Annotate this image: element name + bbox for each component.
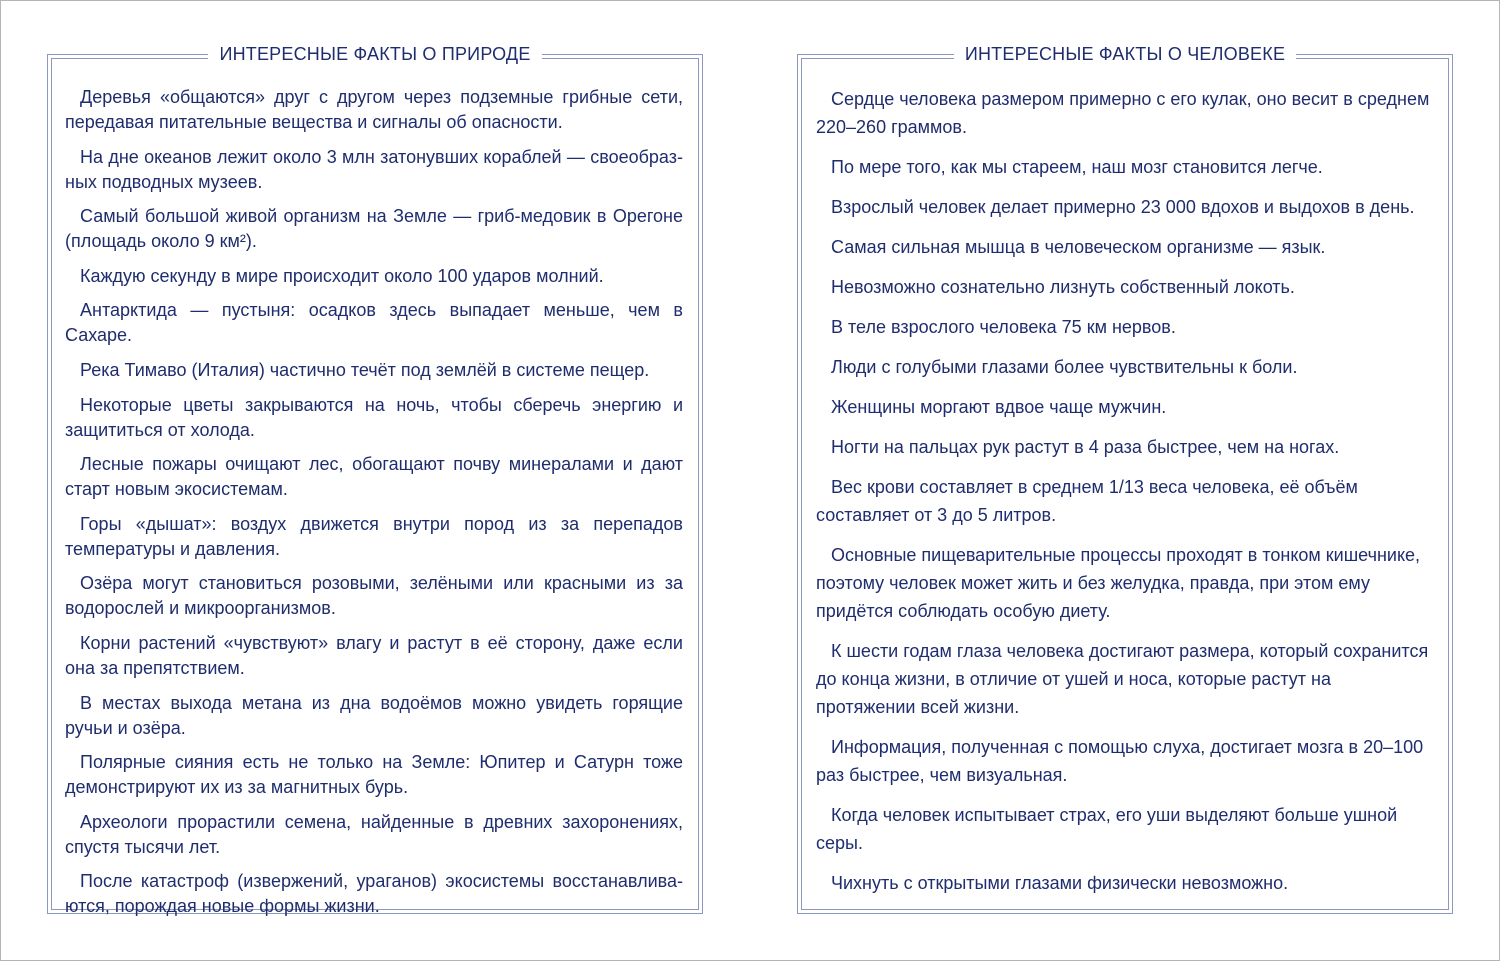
nature-fact: Лесные пожары очищают лес, обогащают почву минералами и дают старт новым экосистемам.	[65, 454, 683, 500]
nature-facts-panel	[47, 44, 703, 917]
human-fact: По мере того, как мы стареем, наш мозг становится легче.	[831, 157, 1323, 177]
nature-fact: Озёра могут становиться розовыми, зелёными или красными из за водорослей и микроорганизмов.	[65, 573, 683, 619]
nature-facts-list	[65, 85, 683, 929]
human-fact: Взрослый человек делает примерно 23 000 вдохов и выдохов в день.	[831, 197, 1415, 217]
human-fact: Самая сильная мышца в человеческом организме — язык.	[831, 237, 1326, 257]
nature-panel-title-wrap	[48, 43, 702, 65]
nature-panel-title: ИНТЕРЕСНЫЕ ФАКТЫ О ПРИРОДЕ	[208, 43, 541, 65]
human-fact: Невозможно сознательно лизнуть собственный локоть.	[831, 277, 1295, 297]
nature-fact: Каждую секунду в мире происходит около 100 ударов молний.	[80, 265, 604, 286]
nature-fact: Деревья «общаются» друг с другом через подземные грибные сети, передавая питательные вещества и сигналы об опасности.	[65, 87, 683, 132]
human-fact: Люди с голубыми глазами более чувствительны к боли.	[831, 357, 1298, 377]
nature-fact: Некоторые цветы закрываются на ночь, чтобы сберечь энергию и защититься от холода.	[65, 394, 683, 440]
human-fact: Сердце человека размером примерно с его кулак, оно весит в среднем 220–260 граммов.	[816, 89, 1430, 137]
human-panel-title-wrap	[798, 43, 1452, 65]
human-facts-panel	[797, 44, 1453, 914]
human-fact: К шести годам глаза человека достигают размера, который сохранится до конца жизни, в отличие от ушей и носа, которые растут на протяжении всей жизни.	[816, 641, 1429, 717]
nature-fact: Полярные сияния есть не только на Земле: Юпитер и Сатурн тоже демонстрируют их из за магнитных бурь.	[65, 752, 683, 798]
nature-fact: На дне океанов лежит около 3 млн затонувших кораблей — своеобразных подводных музеев.	[65, 146, 683, 192]
nature-fact: Горы «дышат»: воздух движется внутри пород из за перепадов температуры и давления.	[65, 513, 683, 559]
human-fact: Информация, полученная с помощью слуха, достигает мозга в 20–100 раз быстрее, чем визуальная.	[816, 737, 1424, 785]
nature-fact: Антарктида — пустыня: осадков здесь выпадает меньше, чем в Сахаре.	[65, 300, 683, 346]
human-fact: Женщины моргают вдвое чаще мужчин.	[831, 397, 1167, 417]
nature-fact: Корни растений «чувствуют» влагу и растут в её сторону, даже если она за препятствием.	[65, 632, 683, 678]
human-fact: Основные пищеварительные процессы проходят в тонком кишечнике, поэтому человек может жить и без желудка, правда, при этом ему придётся соблюдать особую диету.	[816, 545, 1421, 621]
human-fact: В теле взрослого человека 75 км нервов.	[831, 317, 1176, 337]
human-facts-list	[816, 85, 1435, 909]
nature-fact: В местах выхода метана из дна водоёмов можно увидеть горящие ручьи и озёра.	[65, 692, 683, 738]
human-fact: Чихнуть с открытыми глазами физически невозможно.	[831, 873, 1289, 893]
nature-fact: Самый большой живой организм на Земле — гриб-медовик в Орегоне (площадь около 9 км²).	[65, 206, 683, 252]
human-fact: Когда человек испытывает страх, его уши выделяют больше ушной серы.	[816, 805, 1398, 853]
nature-fact: После катастроф (извержений, ураганов) экосистемы восстанавливаются, порождая новые формы жизни.	[65, 871, 683, 917]
human-fact: Ногти на пальцах рук растут в 4 раза быстрее, чем на ногах.	[831, 437, 1340, 457]
nature-fact: Река Тимаво (Италия) частично течёт под землёй в системе пещер.	[80, 359, 650, 380]
human-panel-title: ИНТЕРЕСНЫЕ ФАКТЫ О ЧЕЛОВЕКЕ	[954, 43, 1296, 65]
nature-fact: Археологи прорастили семена, найденные в древних захоронениях, спустя тысячи лет.	[65, 811, 683, 857]
human-fact: Вес крови составляет в среднем 1/13 веса человека, её объём составляет от 3 до 5 литров.	[816, 477, 1358, 525]
